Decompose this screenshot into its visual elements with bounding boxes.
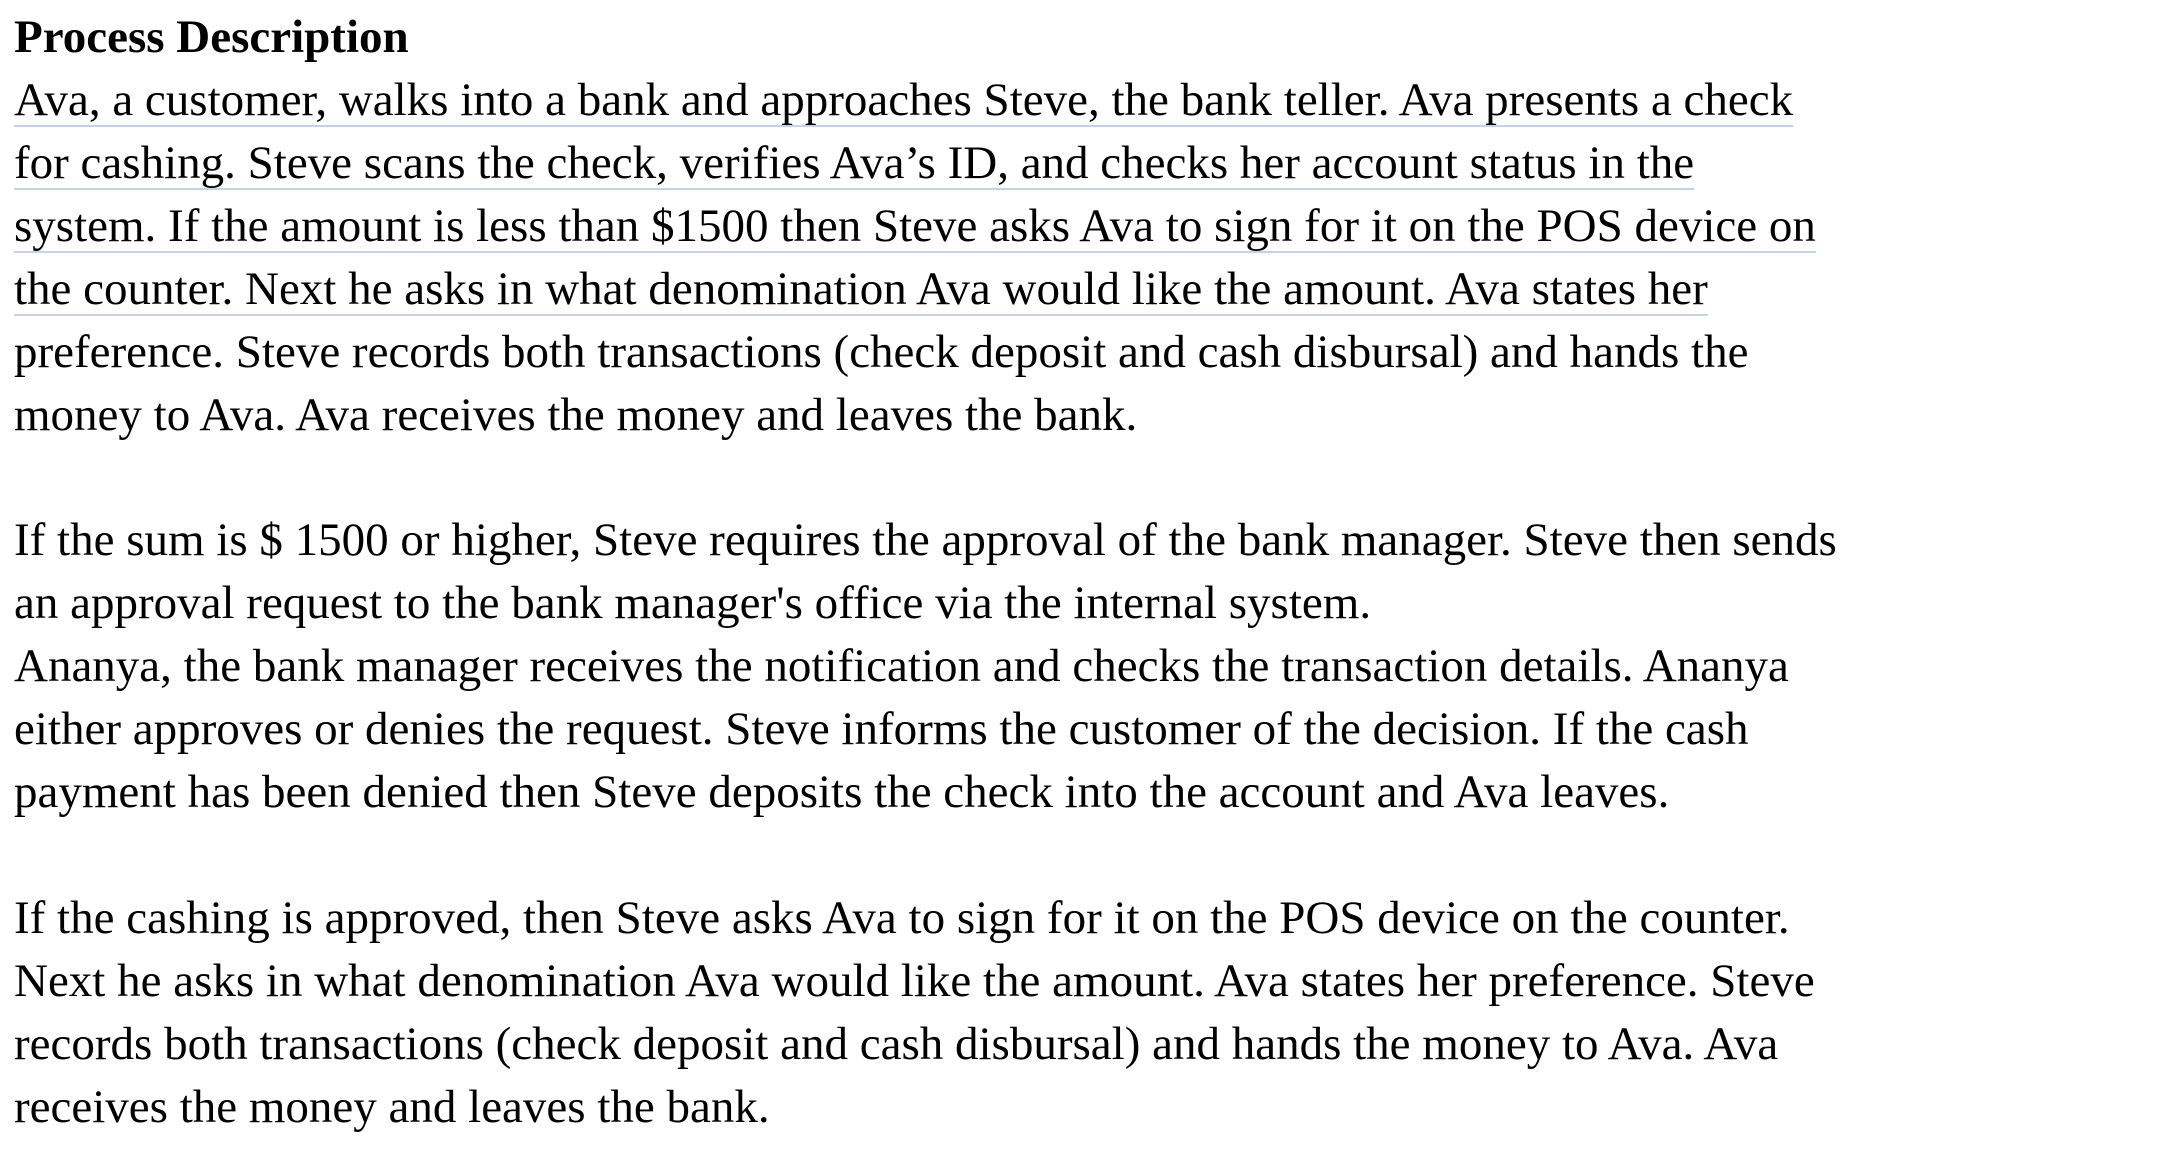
paragraph-customer-check-cashing: [14, 69, 2154, 447]
paragraph-approved-cashing: [14, 887, 2154, 1139]
paragraph-line: payment has been denied then Steve deposits the check into the account and Ava leaves.: [14, 766, 1670, 818]
paragraph-line: money to Ava. Ava receives the money and leaves the bank.: [14, 389, 1138, 441]
paragraph-line: Next he asks in what denomination Ava would like the amount. Ava states her preference. Steve: [14, 955, 1815, 1007]
paragraph-line: for cashing. Steve scans the check, verifies Ava’s ID, and checks her account status in the: [14, 137, 1695, 189]
paragraph-line: Ananya, the bank manager receives the notification and checks the transaction details. Ananya: [14, 640, 1789, 692]
paragraph-line: an approval request to the bank manager's office via the internal system.: [14, 577, 1372, 629]
paragraph-line: receives the money and leaves the bank.: [14, 1081, 770, 1133]
paragraph-line: preference. Steve records both transactions (check deposit and cash disbursal) and hands the: [14, 326, 1749, 378]
paragraph-line: either approves or denies the request. Steve informs the customer of the decision. If the cash: [14, 703, 1749, 755]
paragraph-line: If the cashing is approved, then Steve asks Ava to sign for it on the POS device on the counter.: [14, 892, 1790, 944]
paragraph-line: Ava, a customer, walks into a bank and approaches Steve, the bank teller. Ava presents a check: [14, 74, 1794, 126]
paragraph-line: If the sum is $ 1500 or higher, Steve requires the approval of the bank manager. Steve then sends: [14, 514, 1837, 566]
paragraph-line: system. If the amount is less than $1500 then Steve asks Ava to sign for it on the POS device on: [14, 200, 1816, 252]
document-title: Process Description: [14, 11, 409, 63]
paragraph-line: the counter. Next he asks in what denomination Ava would like the amount. Ava states her: [14, 263, 1708, 315]
paragraph-manager-approval: [14, 509, 2154, 824]
paragraph-line: records both transactions (check deposit and cash disbursal) and hands the money to Ava. Ava: [14, 1018, 1779, 1070]
